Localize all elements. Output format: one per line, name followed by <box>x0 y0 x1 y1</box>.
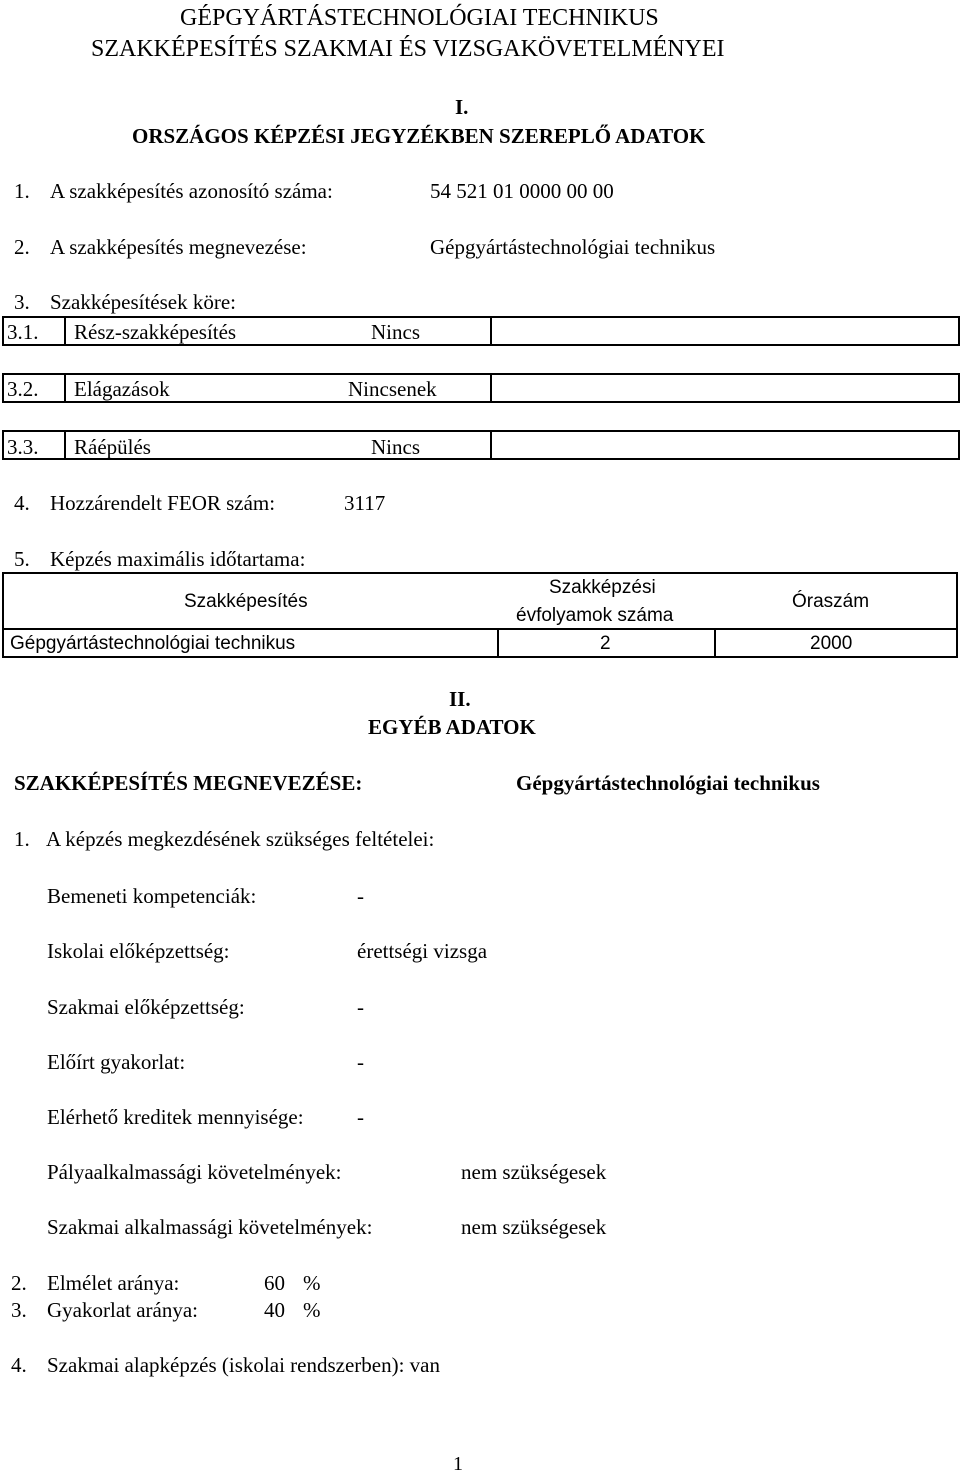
qualification-name-label: SZAKKÉPESÍTÉS MEGNEVEZÉSE: <box>14 771 363 795</box>
s2-item4-label: Szakmai alapképzés (iskolai rendszerben): van <box>47 1353 441 1377</box>
section1-number: I. <box>455 95 469 119</box>
section2-heading: EGYÉB ADATOK <box>368 715 536 739</box>
item3-label: Szakképesítések köre: <box>50 290 237 314</box>
practice-ratio-unit: % <box>303 1298 321 1322</box>
table-header-qualification: Szakképesítés <box>184 591 308 612</box>
condition-label: Pályaalkalmassági követelmények: <box>47 1160 342 1184</box>
document-title-line2: SZAKKÉPESÍTÉS SZAKMAI ÉS VIZSGAKÖVETELMÉNYEI <box>91 36 725 62</box>
item1-value: 54 521 01 0000 00 00 <box>430 179 614 203</box>
table-cell-years: 2 <box>600 633 611 654</box>
item4-label: Hozzárendelt FEOR szám: <box>50 491 276 515</box>
table-header-years-line1: Szakképzési <box>549 577 656 598</box>
condition-value: - <box>357 884 364 908</box>
practice-ratio-value: 40 <box>264 1298 285 1322</box>
subitem-3-1-number: 3.1. <box>7 320 39 344</box>
item4-value: 3117 <box>344 491 386 515</box>
item1-label: A szakképesítés azonosító száma: <box>50 179 333 203</box>
document-title-line1: GÉPGYÁRTÁSTECHNOLÓGIAI TECHNIKUS <box>180 5 659 31</box>
subitem-divider <box>64 316 66 346</box>
theory-ratio-unit: % <box>303 1271 321 1295</box>
subitem-divider <box>490 430 492 460</box>
section1-heading: ORSZÁGOS KÉPZÉSI JEGYZÉKBEN SZEREPLŐ ADATOK <box>132 124 706 148</box>
table-row-divider <box>2 628 958 630</box>
s2-item1-label: A képzés megkezdésének szükséges feltételei: <box>46 827 435 851</box>
subitem-3-2-number: 3.2. <box>7 377 39 401</box>
item5-label: Képzés maximális időtartama: <box>50 547 306 571</box>
subitem-3-3-value: Nincs <box>371 435 420 459</box>
table-header-hours: Óraszám <box>792 591 870 612</box>
s2-item4-number: 4. <box>11 1353 27 1377</box>
item2-number: 2. <box>14 235 30 259</box>
subitem-divider <box>64 430 66 460</box>
condition-label: Előírt gyakorlat: <box>47 1050 186 1074</box>
condition-label: Bemeneti kompetenciák: <box>47 884 257 908</box>
condition-value: nem szükségesek <box>461 1215 607 1239</box>
condition-value: - <box>357 1050 364 1074</box>
section2-number: II. <box>449 687 471 711</box>
subitem-divider <box>490 316 492 346</box>
condition-label: Elérhető kreditek mennyisége: <box>47 1105 304 1129</box>
condition-value: - <box>357 995 364 1019</box>
qualification-name-value: Gépgyártástechnológiai technikus <box>516 771 820 795</box>
condition-value: érettségi vizsga <box>357 939 488 963</box>
table-cell-hours: 2000 <box>810 633 853 654</box>
subitem-3-3-label: Ráépülés <box>74 435 151 459</box>
page-number: 1 <box>453 1453 463 1475</box>
table-col-divider <box>714 628 716 658</box>
item2-value: Gépgyártástechnológiai technikus <box>430 235 716 259</box>
subitem-3-1-label: Rész-szakképesítés <box>74 320 237 344</box>
subitem-3-3-number: 3.3. <box>7 435 39 459</box>
s2-item3-number: 3. <box>11 1298 27 1322</box>
s2-item2-label: Elmélet aránya: <box>47 1271 180 1295</box>
theory-ratio-value: 60 <box>264 1271 285 1295</box>
subitem-3-2-value: Nincsenek <box>348 377 437 401</box>
item1-number: 1. <box>14 179 30 203</box>
item4-number: 4. <box>14 491 30 515</box>
table-col-divider <box>497 628 499 658</box>
item2-label: A szakképesítés megnevezése: <box>50 235 307 259</box>
condition-label: Szakmai alkalmassági követelmények: <box>47 1215 373 1239</box>
condition-label: Szakmai előképzettség: <box>47 995 245 1019</box>
condition-label: Iskolai előképzettség: <box>47 939 230 963</box>
subitem-3-1-value: Nincs <box>371 320 420 344</box>
s2-item2-number: 2. <box>11 1271 27 1295</box>
subitem-3-2-label: Elágazások <box>74 377 170 401</box>
subitem-divider <box>490 373 492 403</box>
condition-value: nem szükségesek <box>461 1160 607 1184</box>
condition-value: - <box>357 1105 364 1129</box>
item3-number: 3. <box>14 290 30 314</box>
item5-number: 5. <box>14 547 30 571</box>
table-cell-qualification: Gépgyártástechnológiai technikus <box>10 633 296 654</box>
s2-item3-label: Gyakorlat aránya: <box>47 1298 199 1322</box>
subitem-divider <box>64 373 66 403</box>
table-header-years-line2: évfolyamok száma <box>516 605 674 626</box>
s2-item1-number: 1. <box>14 827 30 851</box>
